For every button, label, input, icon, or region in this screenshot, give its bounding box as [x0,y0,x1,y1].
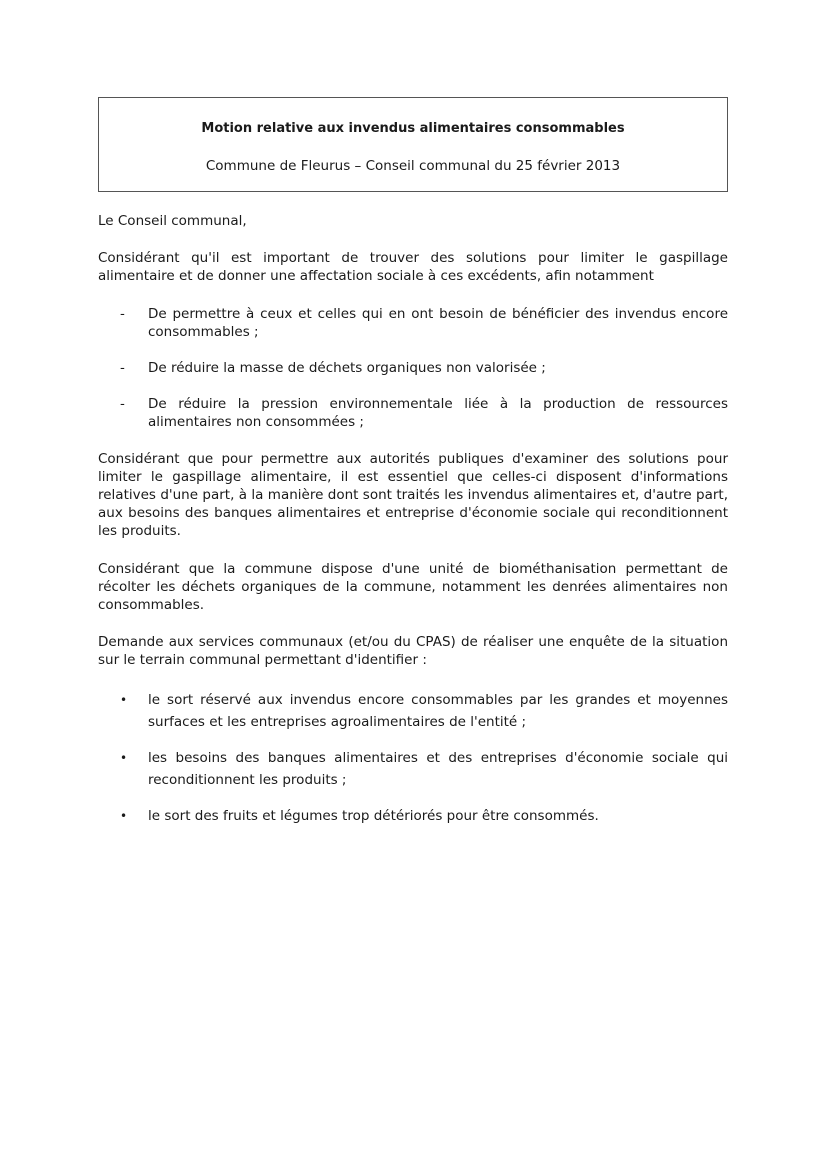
paragraph-demande: Demande aux services communaux (et/ou du CPAS) de réaliser une enquête de la situation sur le terrain communal permettant d'identifier : [98,634,728,669]
dash-list [98,305,728,432]
list-item-text: le sort réservé aux invendus encore consommables par les grandes et moyennes surfaces et les entreprises agroalimentaires de l'entité ; [148,691,728,730]
bullet-list [98,689,728,827]
dash-marker: - [120,305,125,322]
paragraph-considerant-2: Considérant que pour permettre aux autorités publiques d'examiner des solutions pour limiter le gaspillage alimentaire, il est essentiel que celles-ci disposent d'informations relatives d'une part, à la manière dont sont traités les invendus alimentaires et, d'autre part, aux besoins des banques alimentaires et entreprise d'économie sociale qui reconditionnent les produits. [98,450,728,540]
list-item-text: les besoins des banques alimentaires et des entreprises d'économie sociale qui reconditionnent les produits ; [148,749,728,788]
bullet-icon: • [120,750,128,765]
paragraph-considerant-3: Considérant que la commune dispose d'une unité de biométhanisation permettant de récolter les déchets organiques de la commune, notamment les denrées alimentaires non consommables. [98,560,728,614]
list-item [98,805,728,827]
bullet-icon: • [120,808,128,823]
document-page [98,97,728,827]
dash-marker: - [120,396,125,413]
list-item-text: De réduire la pression environnementale liée à la production de ressources alimentaires non consommées ; [148,396,728,431]
salutation: Le Conseil communal, [98,213,247,229]
document-subtitle: Commune de Fleurus – Conseil communal du 25 février 2013 [205,158,621,174]
list-item [98,747,728,791]
list-item [98,689,728,733]
list-item [98,305,728,341]
list-item-text: De réduire la masse de déchets organiques non valorisée ; [148,360,546,377]
paragraph-considerant-1: Considérant qu'il est important de trouver des solutions pour limiter le gaspillage alimentaire et de donner une affectation sociale à ces excédents, afin notamment [98,250,728,285]
list-item-text: le sort des fruits et légumes trop détériorés pour être consommés. [148,807,599,824]
title-box [98,97,728,192]
list-item [98,359,728,377]
document-title: Motion relative aux invendus alimentaires consommables [201,121,625,136]
list-item-text: De permettre à ceux et celles qui en ont besoin de bénéficier des invendus encore consommables ; [148,305,728,340]
bullet-icon: • [120,692,128,707]
list-item [98,395,728,431]
dash-marker: - [120,360,125,377]
